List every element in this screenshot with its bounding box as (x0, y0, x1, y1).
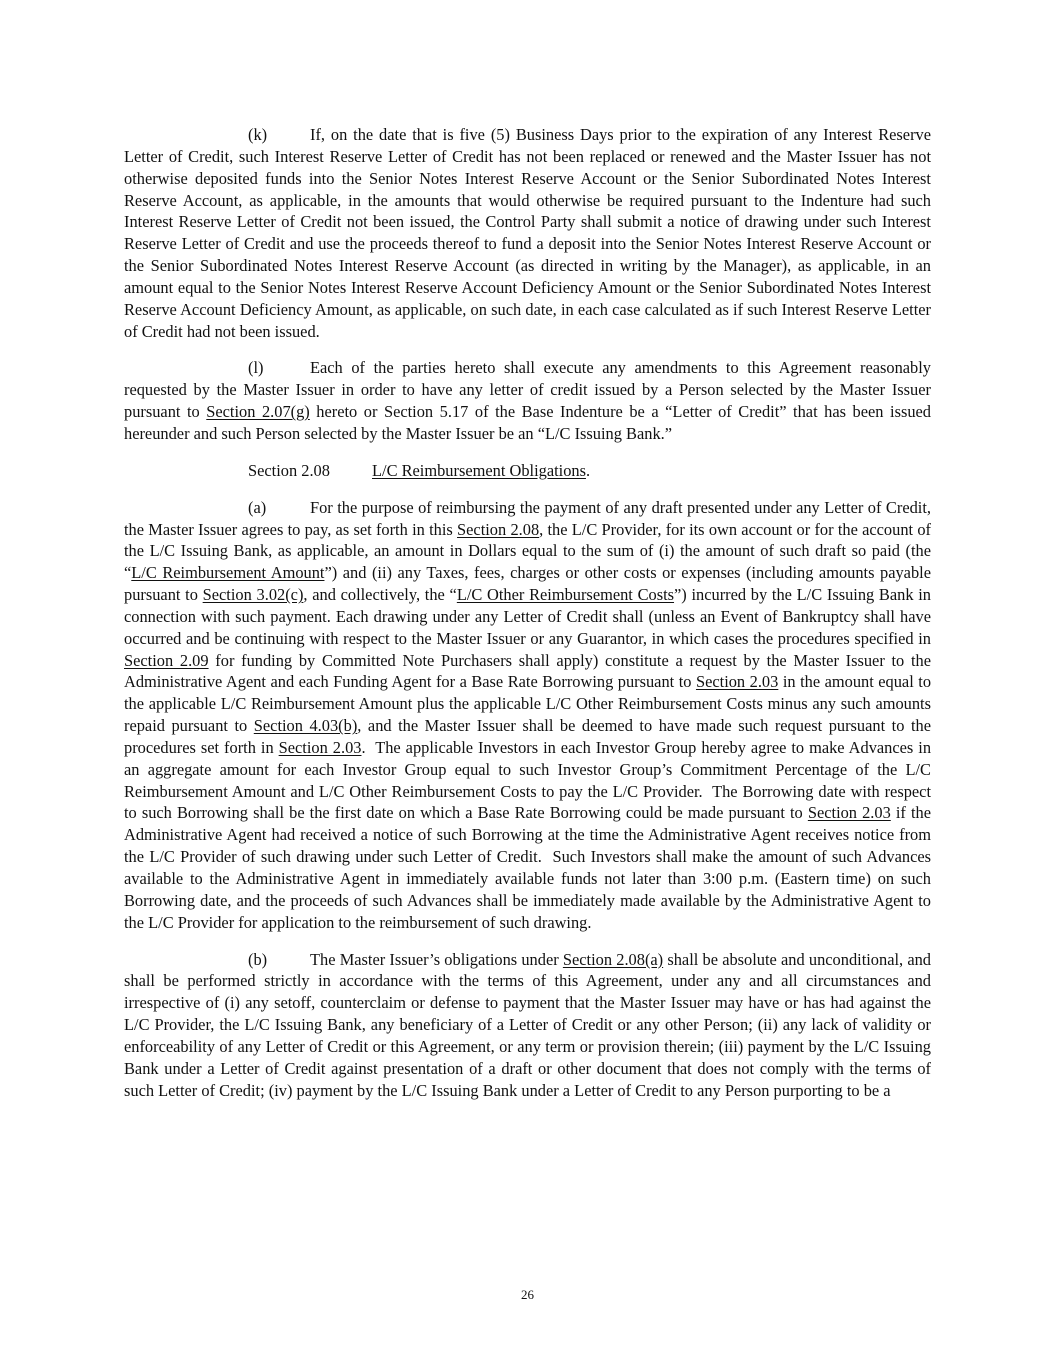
defined-term: L/C Reimbursement Amount (131, 563, 325, 583)
paragraph-label: (b) (248, 949, 268, 969)
paragraph-text: ”) incurred by the L/C Issuing Bank in connection with such payment. Each drawing under any Letter of Credit shall (unless an Event of Bankruptcy shall have occurred and be continuing with respect to the Master Issuer or any Guarantor, in which cases the procedures specified in (124, 585, 931, 648)
paragraph-text: Each of the parties hereto shall execute any amendments to this Agreement reasonably requested by the Master Issuer in order to have any letter of credit issued by a Person selected by the Master Issuer pursuant to (124, 358, 931, 422)
page-number: 26 (521, 1287, 534, 1302)
paragraph-text: shall be absolute and unconditional, and shall be performed strictly in accordance with the terms of this Agreement, under any and all circumstances and irrespective of (i) any setoff, counterclaim or defense to payment that the Master Issuer may have or has had against the L/C Provider, the L/C Issuing Bank, any beneficiary of a Letter of Credit or any other Person; (ii) any lack of validity or enforceability of any Letter of Credit or this Agreement, or any term or provision therein; (iii) payment by the L/C Issuing Bank under a Letter of Credit against presentation of a draft or other document that does not comply with the terms of such Letter of Credit; (iv) payment by the L/C Issuing Bank under a Letter of Credit to any Person purporting to be a (124, 949, 931, 1100)
paragraph-text: , and collectively, the “ (303, 585, 457, 605)
section-reference: Section 2.08(a) (562, 949, 664, 969)
paragraph-text: ”) and (ii) any Taxes, fees, charges or other costs or expenses (including amounts payable pursuant to (124, 563, 931, 605)
section-heading (124, 460, 931, 482)
paragraph-k (124, 124, 931, 342)
paragraph-label: (l) (248, 358, 264, 378)
paragraph-text: . The applicable Investors in each Investor Group hereby agree to make Advances in an aggregate amount for each Investor Group equal to such Investor Group’s Commitment Percentage of the L/C Reimbursement Amount and L/C Other Reimbursement Costs to pay the L/C Provider. The Borrowing date with respect to such Borrowing shall be the first date on which a Base Rate Borrowing could be made pursuant to (124, 737, 932, 823)
section-reference: Section 2.03 (807, 803, 891, 823)
paragraph-text: , the L/C Provider, for its own account or for the account of the L/C Issuing Bank, as applicable, an amount in Dollars equal to the sum of (i) the amount of such draft so paid (the “ (124, 519, 931, 583)
section-reference: Section 2.03 (278, 737, 362, 757)
paragraph-text: for funding by Committed Note Purchasers shall apply) constitute a request by the Master Issuer to the Administrative Agent and each Funding Agent for a Base Rate Borrowing pursuant to (124, 650, 931, 692)
section-number: Section 2.08 (248, 460, 330, 480)
section-reference: Section 4.03(b) (253, 716, 358, 736)
paragraph-text: , and the Master Issuer shall be deemed to have made such request pursuant to the procedures set forth in (124, 716, 931, 757)
document-page (124, 124, 931, 1116)
section-reference: Section 2.07(g) (206, 402, 310, 422)
section-reference: Section 2.03 (695, 672, 779, 692)
paragraph-b (124, 949, 931, 1102)
defined-term: L/C Other Reimbursement Costs (456, 585, 675, 605)
section-reference: Section 2.08 (457, 519, 540, 539)
section-period: . (585, 460, 591, 480)
paragraph-a (124, 497, 931, 934)
paragraph-label: (a) (248, 497, 267, 517)
paragraph-text: If, on the date that is five (5) Business Days prior to the expiration of any Interest Reserve Letter of Credit, such Interest Reserve Letter of Credit has not been replaced or renewed and the Master Issuer has not otherwise deposited funds into the Senior Notes Interest Reserve Account or the Senior Subordinated Notes Interest Reserve Account, as applicable, in the amounts that would otherwise be required pursuant to the Indenture had such Interest Reserve Letter of Credit not been issued, the Control Party shall submit a notice of drawing under such Interest Reserve Letter of Credit and use the proceeds thereof to fund a deposit into the Senior Notes Interest Reserve Account or the Senior Subordinated Notes Interest Reserve Account (as directed in writing by the Manager), as applicable, in an amount equal to the Senior Notes Interest Reserve Account Deficiency Amount or the Senior Subordinated Notes Interest Reserve Account Deficiency Amount, as applicable, on such date, in each case calculated as if such Interest Reserve Letter of Credit had not been issued. (124, 125, 931, 341)
section-reference: Section 3.02(c) (202, 585, 304, 605)
section-reference: Section 2.09 (124, 650, 209, 670)
paragraph-text: For the purpose of reimbursing the payment of any draft presented under any Letter of Credit, the Master Issuer agrees to pay, as set forth in this (124, 497, 931, 539)
paragraph-label: (k) (248, 125, 268, 144)
paragraph-text: if the Administrative Agent had received a notice of such Borrowing at the time the Administrative Agent receives notice from the L/C Provider of such drawing under such Letter of Credit. Such Investors shall make the amount of such Advances available to the Administrative Agent in immediately available funds not later than 3:00 p.m. (Eastern time) on such Borrowing date, and the proceeds of such Advances shall be immediately made available by the Administrative Agent to the L/C Provider for application to the reimbursement of such drawing. (124, 803, 931, 932)
paragraph-text: in the amount equal to the applicable L/C Reimbursement Amount plus the applicable L/C Other Reimbursement Costs minus any such amounts repaid pursuant to (124, 672, 932, 736)
paragraph-text: The Master Issuer’s obligations under (310, 949, 563, 969)
paragraph-text: hereto or Section 5.17 of the Base Indenture be a “Letter of Credit” that has been issued hereunder and such Person selected by the Master Issuer be an “L/C Issuing Bank.” (124, 402, 931, 443)
section-title: L/C Reimbursement Obligations (372, 460, 586, 480)
paragraph-l (124, 357, 931, 444)
